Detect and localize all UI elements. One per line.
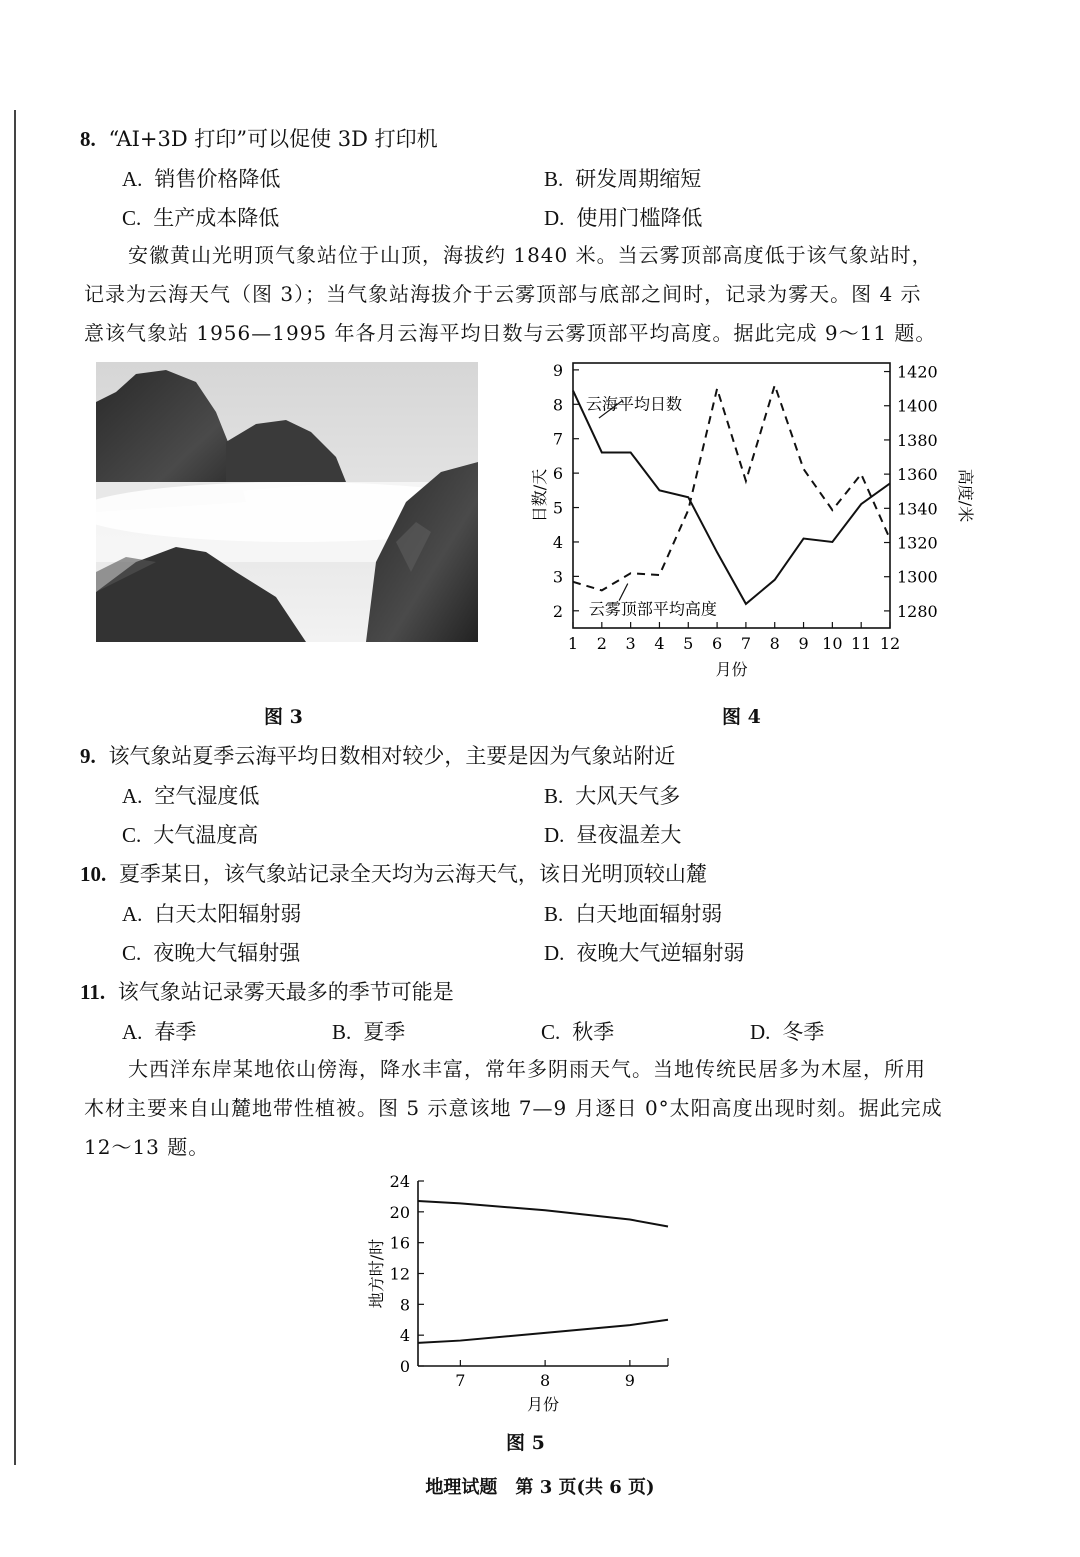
y-axis-tick-label: 4 xyxy=(399,1326,410,1346)
series-label-cloud-sea-days: 云海平均日数 xyxy=(585,394,682,414)
x-axis-tick-label: 1 xyxy=(567,634,579,653)
left-axis-tick-label: 9 xyxy=(552,360,563,380)
x-axis-tick-label: 2 xyxy=(596,634,607,653)
figure-3-cloud-sea-photo xyxy=(96,362,478,642)
left-axis-tick-label: 6 xyxy=(552,464,563,484)
question-number: 10. xyxy=(80,862,107,886)
y-axis-tick-label: 24 xyxy=(389,1172,410,1191)
figure-4-caption: 图 4 xyxy=(722,706,761,728)
left-axis-tick-label: 4 xyxy=(552,532,563,552)
q11-option-a[interactable]: A. 春季 xyxy=(122,1020,197,1044)
question-number: 11. xyxy=(80,980,106,1004)
right-axis-tick-label: 1280 xyxy=(897,601,938,621)
question-number: 8. xyxy=(80,127,96,151)
passage-line: 大西洋东岸某地依山傍海，降水丰富，常年多阴雨天气。当地传统民居多为木屋，所用 xyxy=(128,1057,926,1081)
q9-option-c[interactable]: C. 大气温度高 xyxy=(122,823,259,847)
figure-5-chart xyxy=(360,1165,690,1415)
passage-line: 安徽黄山光明顶气象站位于山顶，海拔约 1840 米。当云雾顶部高度低于该气象站时， xyxy=(128,243,933,267)
passage-atlantic-coast xyxy=(84,1050,969,1167)
x-axis-tick-label: 7 xyxy=(455,1371,466,1390)
passage-line: 木材主要来自山麓地带性植被。图 5 示意该地 7—9 月逐日 0°太阳高度出现时刻。据此完成 xyxy=(84,1096,943,1120)
left-axis-tick-label: 5 xyxy=(552,498,563,518)
y-axis-tick-label: 12 xyxy=(389,1264,410,1284)
right-axis-tick-label: 1300 xyxy=(897,567,938,587)
right-axis-tick-label: 1340 xyxy=(897,499,938,519)
q9-option-d[interactable]: D. 昼夜温差大 xyxy=(544,823,682,847)
q8-option-d[interactable]: D. 使用门槛降低 xyxy=(544,206,703,230)
right-axis-tick-label: 1320 xyxy=(897,533,938,553)
series-line-upper xyxy=(418,1201,668,1226)
q10-option-c[interactable]: C. 夜晚大气辐射强 xyxy=(122,941,301,965)
x-axis-tick-label: 12 xyxy=(879,634,901,653)
x-axis-label: 月份 xyxy=(526,1395,560,1414)
x-axis-tick-label: 11 xyxy=(851,634,872,653)
q10-option-a[interactable]: A. 白天太阳辐射弱 xyxy=(122,902,302,926)
question-text: “AI+3D 打印”可以促使 3D 打印机 xyxy=(108,127,438,151)
q10-option-b[interactable]: B. 白天地面辐射弱 xyxy=(544,902,723,926)
series-line-lower xyxy=(418,1320,668,1343)
left-axis-tick-label: 2 xyxy=(552,601,563,621)
right-axis-label: 高度/米 xyxy=(956,468,975,523)
x-axis-label: 月份 xyxy=(715,660,748,679)
annotation-leader xyxy=(619,584,628,601)
q11-option-d[interactable]: D. 冬季 xyxy=(750,1020,825,1044)
right-axis-tick-label: 1360 xyxy=(897,465,938,485)
right-axis-tick-label: 1380 xyxy=(897,430,938,450)
passage-line: 意该气象站 1956—1995 年各月云海平均日数与云雾顶部平均高度。据此完成 9～11 题。 xyxy=(84,321,937,345)
x-axis-tick-label: 4 xyxy=(654,634,665,653)
q8-option-c[interactable]: C. 生产成本降低 xyxy=(122,206,280,230)
x-axis-tick-label: 6 xyxy=(711,634,723,653)
question-text: 夏季某日，该气象站记录全天均为云海天气，该日光明顶较山麓 xyxy=(118,862,707,886)
passage-line: 12～13 题。 xyxy=(84,1135,210,1159)
series-line-cloud-sea-days xyxy=(573,391,890,604)
q10-option-d[interactable]: D. 夜晚大气逆辐射弱 xyxy=(544,941,745,965)
x-axis-tick-label: 8 xyxy=(769,634,780,653)
y-axis-tick-label: 16 xyxy=(389,1233,410,1253)
passage-cloud-sea xyxy=(84,236,969,353)
left-axis-tick-label: 3 xyxy=(552,567,563,587)
q11-option-b[interactable]: B. 夏季 xyxy=(332,1020,406,1044)
left-axis-label: 日数/天 xyxy=(530,468,549,523)
x-axis-tick-label: 10 xyxy=(822,634,843,653)
q8-option-b[interactable]: B. 研发周期缩短 xyxy=(544,167,702,191)
series-line-cloud-top-height xyxy=(573,385,890,590)
y-axis-tick-label: 0 xyxy=(399,1357,410,1376)
q9-option-a[interactable]: A. 空气湿度低 xyxy=(122,784,260,808)
figure-4-chart xyxy=(530,355,980,685)
figure-3-caption: 图 3 xyxy=(264,706,303,728)
q9-option-b[interactable]: B. 大风天气多 xyxy=(544,784,681,808)
figure-5-caption: 图 5 xyxy=(506,1432,545,1454)
right-axis-tick-label: 1400 xyxy=(897,396,938,416)
page-footer: 地理试题 第 3 页(共 6 页) xyxy=(425,1477,655,1498)
question-number: 9. xyxy=(80,744,96,768)
q11-option-c[interactable]: C. 秋季 xyxy=(541,1020,615,1044)
y-axis-tick-label: 8 xyxy=(399,1295,410,1315)
question-8-stem xyxy=(80,123,438,153)
x-axis-tick-label: 9 xyxy=(624,1371,635,1390)
x-axis-tick-label: 9 xyxy=(798,634,809,653)
y-axis-tick-label: 20 xyxy=(389,1202,410,1222)
question-text: 该气象站记录雾天最多的季节可能是 xyxy=(117,980,454,1004)
x-axis-tick-label: 5 xyxy=(683,634,694,653)
question-11-stem xyxy=(80,976,454,1006)
left-axis-tick-label: 7 xyxy=(552,429,563,449)
x-axis-tick-label: 7 xyxy=(740,634,752,653)
question-9-stem xyxy=(80,740,675,770)
series-label-cloud-top-height: 云雾顶部平均高度 xyxy=(588,599,717,619)
x-axis-tick-label: 8 xyxy=(540,1371,551,1390)
x-axis-tick-label: 3 xyxy=(625,634,636,653)
right-axis-tick-label: 1420 xyxy=(897,362,938,382)
y-axis-label: 地方时/时 xyxy=(367,1238,386,1309)
question-10-stem xyxy=(80,858,707,888)
question-text: 该气象站夏季云海平均日数相对较少，主要是因为气象站附近 xyxy=(108,744,676,768)
passage-line: 记录为云海天气（图 3）；当气象站海拔介于云雾顶部与底部之间时，记录为雾天。图 4 示 xyxy=(84,282,922,306)
margin-rule xyxy=(14,110,16,1465)
left-axis-tick-label: 8 xyxy=(552,395,563,415)
q8-option-a[interactable]: A. 销售价格降低 xyxy=(122,167,281,191)
